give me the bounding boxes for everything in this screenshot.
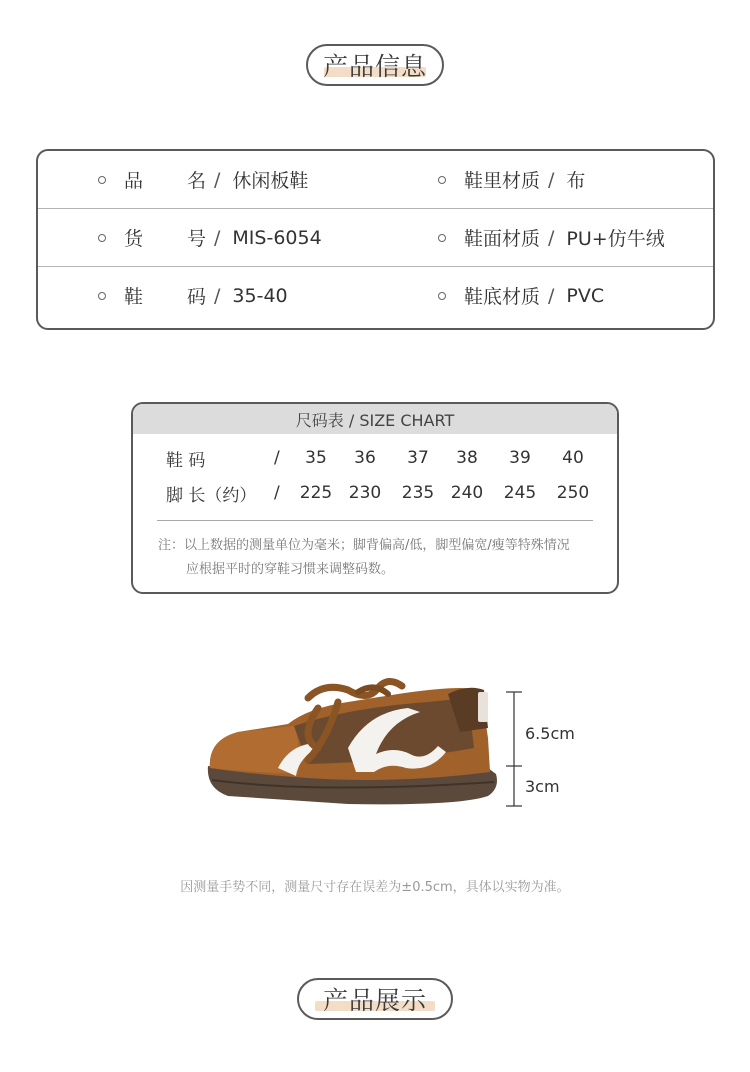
- info-value: 布: [566, 170, 586, 192]
- info-key: 鞋面材质: [464, 228, 541, 250]
- size-value: 36: [354, 448, 376, 468]
- size-row-label: 鞋 码: [166, 450, 206, 471]
- measurement-footnote: 因测量手势不同，测量尺寸存在误差为±0.5cm，具体以实物为准。: [180, 880, 570, 895]
- size-row-separator: /: [274, 448, 280, 468]
- length-value: 250: [556, 483, 590, 503]
- section-title-text: 产品信息: [322, 52, 427, 81]
- length-value: 235: [401, 483, 435, 503]
- size-value: 38: [456, 448, 478, 468]
- info-separator: /: [548, 226, 555, 249]
- info-cell-upper: [438, 209, 665, 266]
- bullet-icon: [438, 234, 446, 242]
- length-row-label: 脚 长（约）: [166, 485, 257, 506]
- section-title-product-display: [297, 978, 453, 1020]
- info-separator: /: [548, 168, 555, 191]
- info-cell-name: [98, 151, 308, 208]
- info-value: MIS-6054: [232, 226, 322, 249]
- info-separator: /: [214, 226, 221, 249]
- bullet-icon: [98, 292, 106, 300]
- size-value: 35: [305, 448, 327, 468]
- info-separator: /: [214, 168, 221, 191]
- bullet-icon: [98, 234, 106, 242]
- bullet-icon: [438, 292, 446, 300]
- length-row-separator: /: [274, 483, 280, 503]
- size-chart-note: [158, 534, 598, 582]
- length-value: 225: [299, 483, 333, 503]
- bullet-icon: [98, 176, 106, 184]
- info-separator: /: [548, 284, 555, 307]
- info-key: 鞋码: [124, 286, 206, 308]
- info-key: 鞋里材质: [464, 170, 541, 192]
- info-value: 休闲板鞋: [232, 170, 309, 192]
- info-row: [38, 209, 713, 267]
- section-title-product-info: [306, 44, 444, 86]
- info-row: [38, 151, 713, 209]
- length-value: 240: [450, 483, 484, 503]
- note-line: 应根据平时的穿鞋习惯来调整码数。: [186, 562, 395, 577]
- info-separator: /: [214, 284, 221, 307]
- info-value: PU+仿牛绒: [566, 228, 665, 250]
- info-cell-sku: [98, 209, 322, 266]
- size-value: 37: [407, 448, 429, 468]
- info-value: 35-40: [232, 284, 288, 307]
- info-value: PVC: [566, 284, 605, 307]
- info-key: 品名: [124, 170, 206, 192]
- size-chart-divider: [157, 520, 593, 521]
- size-chart-title: 尺码表 / SIZE CHART: [133, 404, 617, 434]
- note-line: 注：以上数据的测量单位为毫米；脚背偏高/低，脚型偏宽/瘦等特殊情况: [158, 538, 570, 553]
- length-value: 230: [348, 483, 382, 503]
- info-key: 鞋底材质: [464, 286, 541, 308]
- upper-height-label: 6.5cm: [525, 724, 575, 743]
- size-value: 39: [509, 448, 531, 468]
- sole-height-label: 3cm: [525, 777, 560, 796]
- info-key: 货号: [124, 228, 206, 250]
- info-row: [38, 267, 713, 324]
- info-cell-sole: [438, 267, 604, 324]
- size-value: 40: [562, 448, 584, 468]
- length-value: 245: [503, 483, 537, 503]
- section-title-text: 产品展示: [322, 986, 427, 1015]
- bullet-icon: [438, 176, 446, 184]
- info-cell-size: [98, 267, 288, 324]
- info-cell-lining: [438, 151, 585, 208]
- product-info-table: [36, 149, 715, 330]
- shoe-illustration: [198, 668, 528, 818]
- size-chart: [131, 402, 619, 594]
